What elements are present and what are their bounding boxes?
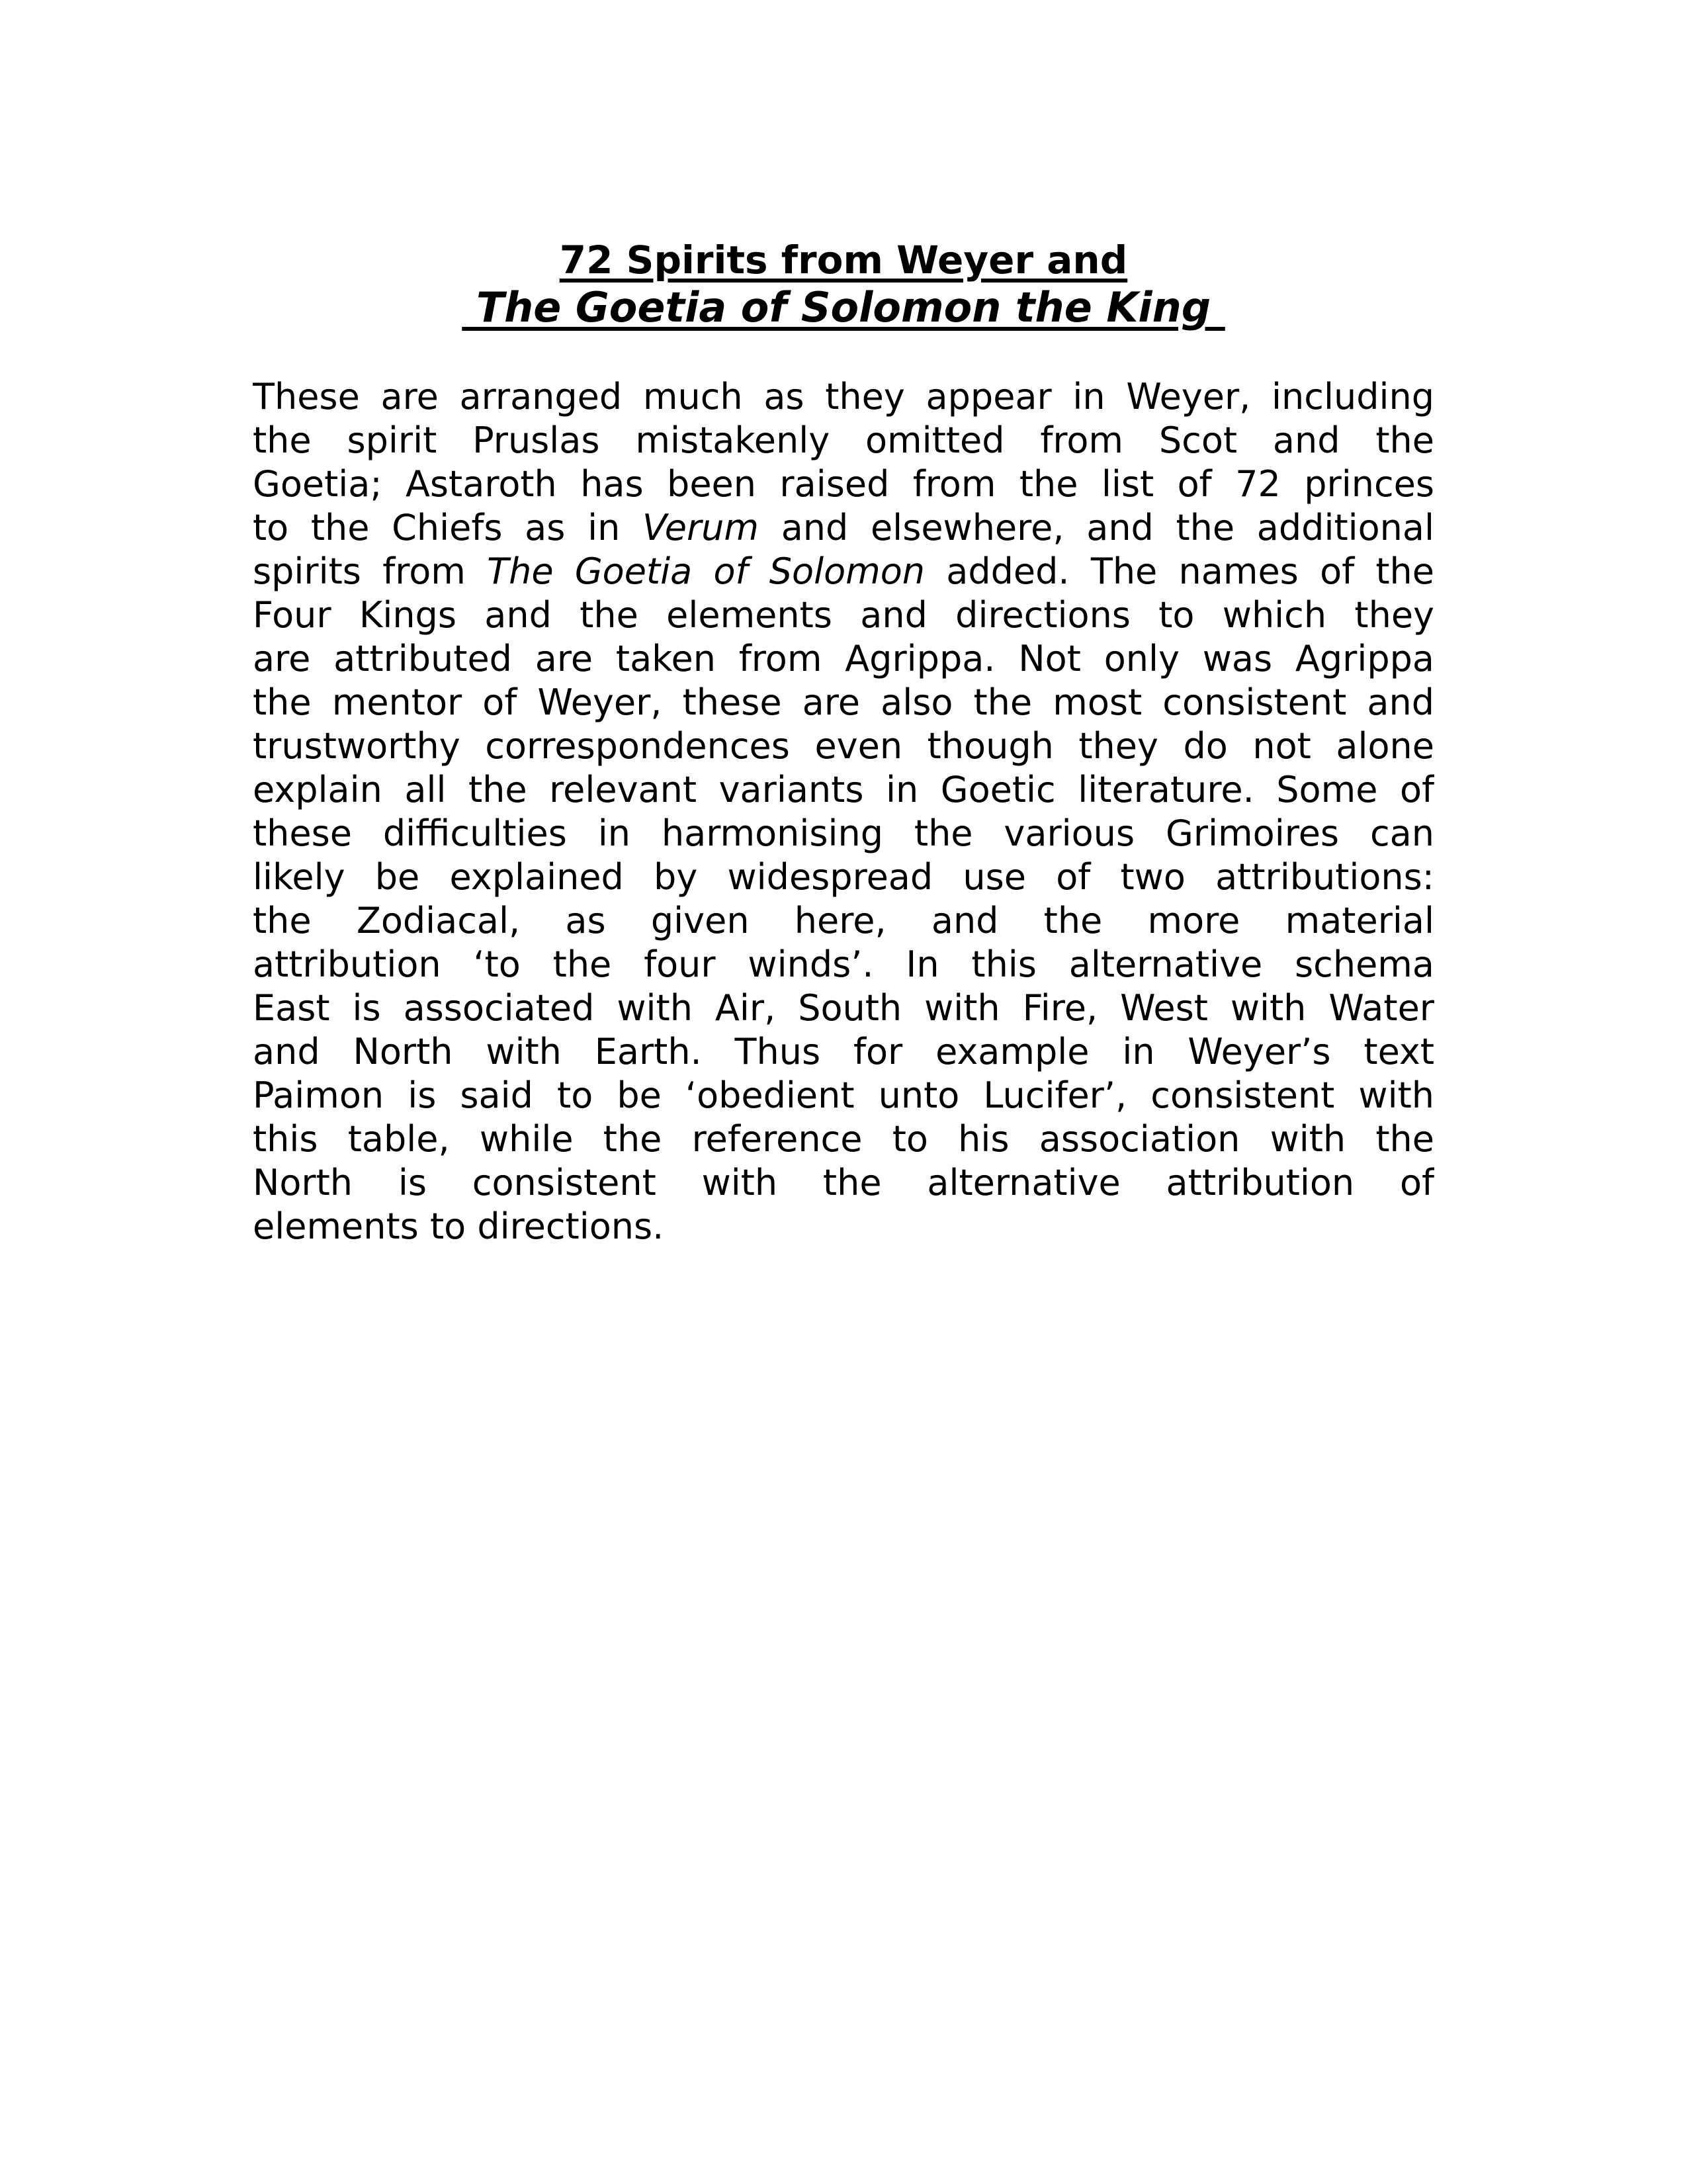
document-title [253, 236, 1434, 331]
text-segment: Goetia; Astaroth has been raised from the list of 72 princes [253, 463, 1434, 505]
paragraph-line [253, 637, 1434, 681]
paragraph-line [253, 375, 1434, 419]
paragraph-line [253, 768, 1434, 812]
paragraph-line [253, 1161, 1434, 1205]
body-paragraph [253, 375, 1434, 1248]
text-segment: likely be explained by widespread use of two attributions: [253, 856, 1434, 898]
text-segment: the spirit Pruslas mistakenly omitted from Scot and the [253, 419, 1434, 461]
paragraph-line [253, 550, 1434, 593]
title-line-1 [253, 236, 1434, 284]
italic-text-segment: Verum [642, 507, 759, 548]
text-segment: are attributed are taken from Agrippa. Not only was Agrippa [253, 638, 1434, 679]
paragraph-line [253, 943, 1434, 986]
text-segment: to the Chiefs as in [253, 507, 642, 548]
paragraph-line [253, 899, 1434, 943]
text-segment: explain all the relevant variants in Goetic literature. Some of [253, 769, 1434, 810]
text-segment: the mentor of Weyer, these are also the most consistent and [253, 681, 1434, 723]
text-segment: and elsewhere, and the additional [759, 507, 1434, 548]
text-segment: These are arranged much as they appear in Weyer, including [253, 376, 1434, 417]
text-segment: elements to directions. [253, 1205, 664, 1247]
text-segment: North is consistent with the alternative attribution of [253, 1162, 1434, 1203]
title-line-2-text: The Goetia of Solomon the King [462, 283, 1225, 331]
text-segment: this table, while the reference to his association with the [253, 1118, 1434, 1160]
paragraph-line [253, 724, 1434, 768]
title-line-2 [253, 284, 1434, 331]
text-segment: these difficulties in harmonising the various Grimoires can [253, 812, 1434, 854]
text-segment: Four Kings and the elements and directions to which they [253, 594, 1434, 636]
paragraph-line [253, 1205, 1434, 1248]
paragraph-line [253, 506, 1434, 550]
paragraph-line [253, 812, 1434, 855]
text-segment: East is associated with Air, South with Fire, West with Water [253, 987, 1434, 1029]
text-segment: the Zodiacal, as given here, and the more material [253, 900, 1434, 941]
text-segment: spirits from [253, 550, 488, 592]
text-segment: trustworthy correspondences even though they do not alone [253, 725, 1434, 767]
paragraph-line [253, 986, 1434, 1030]
text-segment: and North with Earth. Thus for example in Weyer’s text [253, 1031, 1434, 1072]
paragraph-line [253, 462, 1434, 506]
paragraph-line [253, 419, 1434, 462]
text-segment: added. The names of the [925, 550, 1434, 592]
title-line-1-text: 72 Spirits from Weyer and [559, 238, 1128, 283]
paragraph-line [253, 593, 1434, 637]
italic-text-segment: The Goetia of Solomon [487, 550, 925, 592]
paragraph-line [253, 855, 1434, 899]
paragraph-line [253, 1074, 1434, 1117]
paragraph-line [253, 681, 1434, 724]
paragraph-line [253, 1030, 1434, 1074]
text-segment: Paimon is said to be ‘obedient unto Lucifer’, consistent with [253, 1074, 1434, 1116]
text-segment: attribution ‘to the four winds’. In this alternative schema [253, 943, 1434, 985]
paragraph-line [253, 1117, 1434, 1161]
